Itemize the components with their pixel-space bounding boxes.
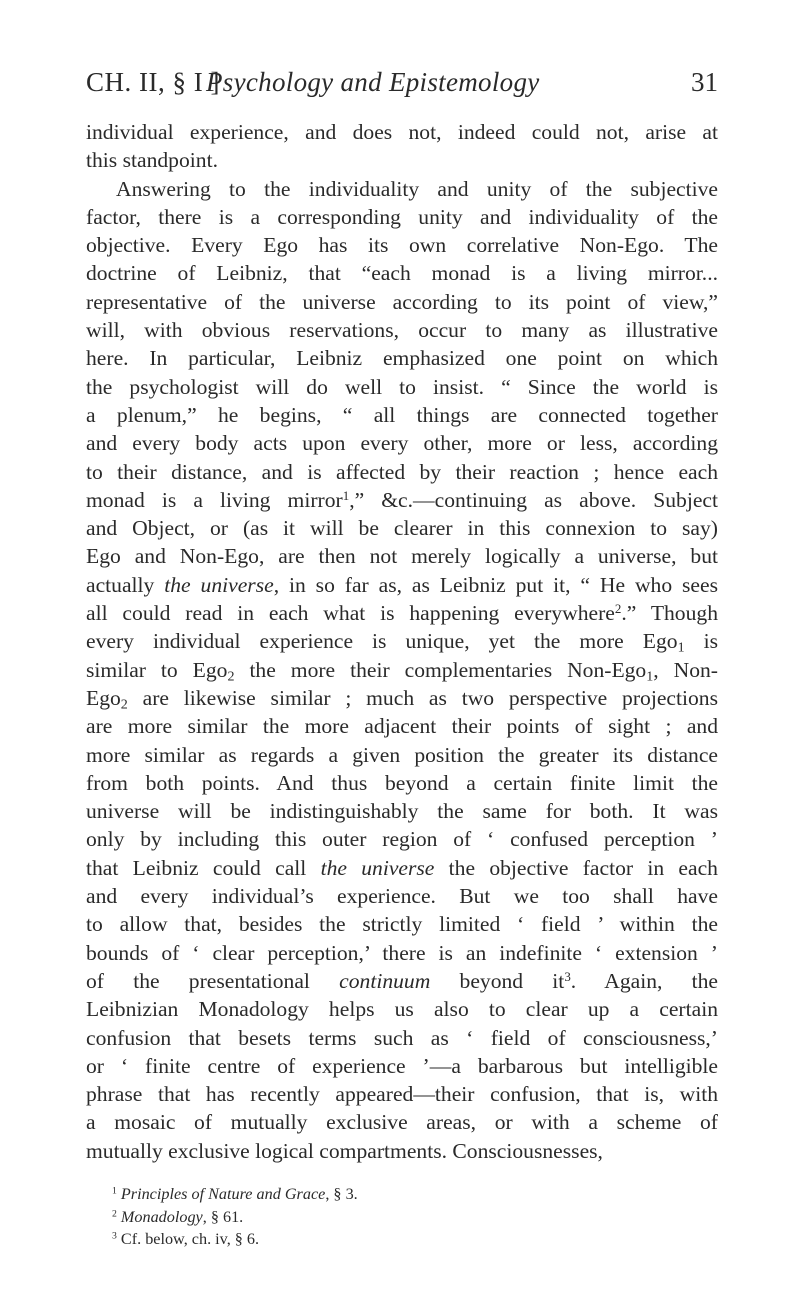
text-line: factor, there is a corresponding unity and individuality of the: [86, 204, 718, 229]
text-line: Ego and Non-Ego, are then not merely logically a universe, but: [86, 544, 718, 569]
text-line: mutually exclusive logical compartments. Consciousnesses,: [86, 1138, 603, 1163]
text-line: Leibnizian Monadology helps us also to clear up a certain: [86, 997, 718, 1022]
text-line: here. In particular, Leibniz emphasized one point on which: [86, 346, 718, 371]
text-line: Answering to the individuality and unity of the subjective: [116, 176, 718, 201]
text-line: every individual experience is unique, yet the more Ego$_1$ is: [86, 629, 718, 656]
text-line: or ‘ finite centre of experience ’—a barbarous but intelligible: [86, 1053, 718, 1078]
text-line: monad is a living mirror$^1$,” &c.—continuing as above. Subject: [86, 487, 718, 512]
text-line: are more similar the more adjacent their points of sight ; and: [86, 714, 718, 739]
text-line: this standpoint.: [86, 148, 218, 173]
text-line: that Leibniz could call the universe the objective factor in each: [86, 855, 718, 880]
text-line: will, with obvious reservations, occur to many as illustrative: [86, 318, 718, 343]
text-line: bounds of ‘ clear perception,’ there is an indefinite ‘ extension ’: [86, 940, 718, 965]
running-title: Psychology and Epistemology: [206, 67, 540, 97]
text-line: confusion that besets terms such as ‘ field of consciousness,’: [86, 1025, 718, 1050]
text-line: of the presentational continuum beyond $it^3$. Again, the: [86, 968, 718, 993]
text-line: the psychologist will do well to insist. “ Since the world is: [86, 374, 718, 399]
text-line: a mosaic of mutually exclusive areas, or with a scheme of: [86, 1110, 718, 1135]
text-line: only by including this outer region of ‘ confused perception ’: [86, 827, 718, 852]
text-line: and Object, or (as it will be clearer in this connexion to say): [86, 516, 718, 541]
body-text: [86, 118, 718, 1165]
chapter-section-label: CH. II, § I ]: [86, 67, 220, 97]
text-line: and every individual’s experience. But we too shall have: [86, 884, 718, 909]
text-line: actually the universe, in so far as, as Leibniz put it, “ He who sees: [86, 572, 719, 597]
text-line: from both points. And thus beyond a certain finite limit the: [86, 770, 718, 795]
text-line: and every body acts upon every other, more or less, according: [86, 431, 718, 456]
text-line: phrase that has recently appeared—their confusion, that is, with: [86, 1082, 718, 1107]
text-line: doctrine of Leibniz, that “each monad is a living mirror...: [86, 261, 718, 286]
footnotes: [112, 1183, 718, 1251]
text-line: Ego$_2$ are likewise similar ; much as two perspective projections: [86, 685, 718, 713]
footnote-2: $^2$ Monadology, § 61.: [112, 1207, 244, 1226]
text-line: all could read in each what is happening everywhere$^2$.” Though: [86, 600, 718, 626]
text-line: representative of the universe according to its point of view,”: [86, 289, 718, 314]
text-line: more similar as regards a given position the greater its distance: [86, 742, 718, 767]
text-line: to allow that, besides the strictly limited ‘ field ’ within the: [86, 912, 718, 937]
text-line: similar to Ego$_2$ the more their complementaries Non-Ego$_1$, Non-: [86, 657, 718, 685]
text-line: universe will be indistinguishably the same for both. It was: [86, 799, 718, 824]
footnote-3: $^3$ Cf. below, ch. iv, § 6.: [112, 1230, 260, 1248]
text-line: objective. Every Ego has its own correlative Non-Ego. The: [86, 233, 718, 258]
running-header: [86, 62, 718, 102]
text-line: to their distance, and is affected by their reaction ; hence each: [86, 459, 718, 484]
text-line: individual experience, and does not, indeed could not, arise at: [86, 120, 718, 144]
text-line: a plenum,” he begins, “ all things are connected together: [86, 402, 718, 427]
page-number: 31: [691, 67, 718, 97]
footnote-1: $^1$ Principles of Nature and Grace, § 3.: [112, 1185, 358, 1203]
